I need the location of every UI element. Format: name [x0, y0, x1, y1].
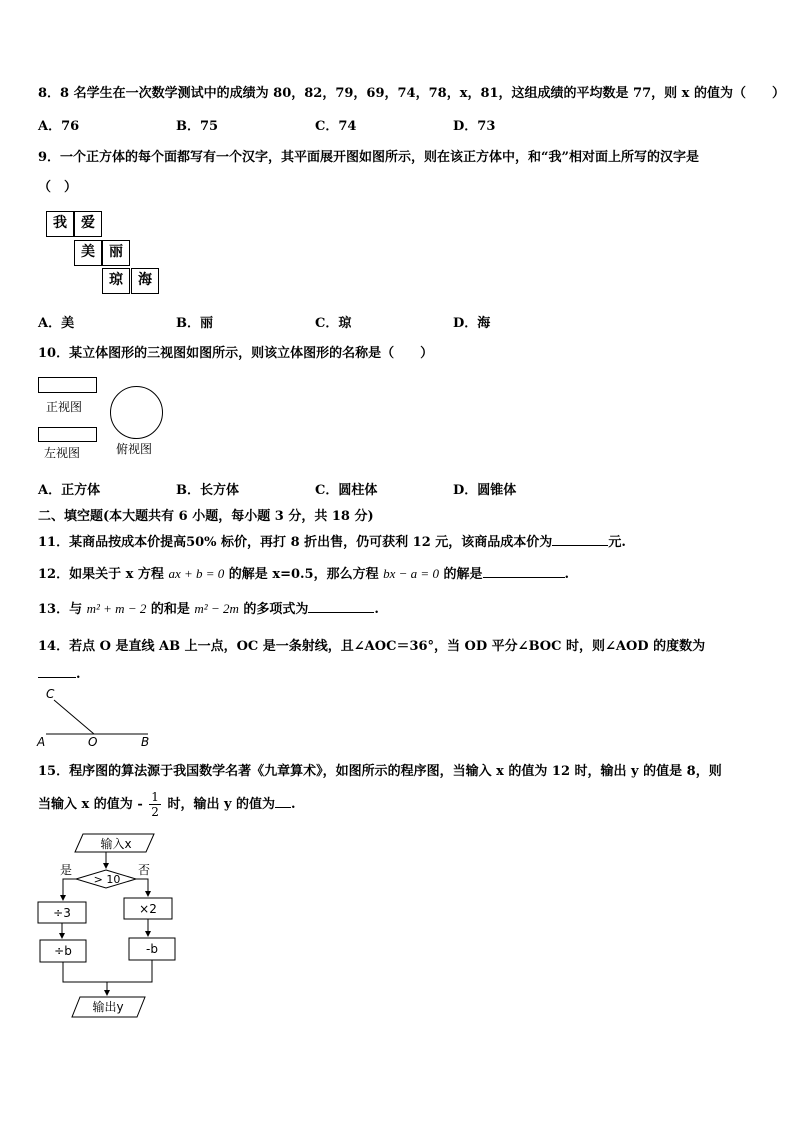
flow-divide-b-label: ÷b: [54, 944, 72, 958]
q14-answer-line: [38, 665, 81, 682]
q8-option-c[interactable]: C．74: [315, 119, 357, 134]
q13-post: 的多项式为: [243, 602, 309, 617]
fraction-numerator: 1: [151, 790, 159, 804]
side-view-rect: [38, 427, 97, 442]
section-heading: 二、填空题(本大题共有 6 小题，每小题 3 分，共 18 分): [38, 509, 374, 524]
q12-line: [38, 563, 569, 582]
q13-expression-2: m² − 2m: [194, 601, 239, 616]
fraction-one-half: [149, 790, 161, 819]
q13-prefix: 13．与: [38, 602, 83, 617]
q9-option-c[interactable]: C．琼: [315, 316, 352, 331]
q15-suffix: .: [291, 797, 296, 812]
q13-line: [38, 598, 379, 617]
front-view-rect: [38, 377, 97, 393]
net-cell-wo: 我: [46, 211, 74, 237]
q9-stem-paren: （ ）: [38, 180, 78, 195]
flowchart-diagram: [30, 830, 200, 1025]
q8-option-a[interactable]: A．76: [38, 119, 80, 134]
flow-input-label: 输入x: [100, 837, 132, 851]
q12-prefix: 12．如果关于 x 方程: [38, 567, 164, 582]
label-b: B: [141, 735, 150, 748]
q10-option-b[interactable]: B．长方体: [176, 483, 239, 498]
q10-option-d[interactable]: D．圆锥体: [453, 483, 517, 498]
q12-equation-1: ax + b = 0: [168, 566, 225, 581]
q11-line: [38, 531, 626, 550]
q11-stem: 11．某商品按成本价提高50% 标价，再打 8 折出售，仍可获利 12 元，该商品成本价为: [38, 535, 553, 550]
q14-answer-blank[interactable]: [38, 665, 76, 678]
q13-answer-blank[interactable]: [308, 600, 374, 613]
top-view-label: 俯视图: [116, 442, 153, 456]
q13-suffix: .: [374, 602, 379, 617]
net-cell-li: 丽: [102, 240, 130, 266]
net-cell-qiong: 琼: [102, 268, 130, 294]
q12-suffix: .: [564, 567, 570, 582]
q12-mid: 的解是 x=0.5，那么方程: [228, 567, 379, 582]
q15-line2-prefix: 当输入 x 的值为 -: [38, 797, 143, 812]
front-view-label: 正视图: [46, 400, 83, 414]
flow-no-label: 否: [138, 863, 151, 877]
q11-answer-blank[interactable]: [552, 533, 608, 546]
q8-option-b[interactable]: B．75: [176, 119, 219, 134]
flow-divide-3-label: ÷3: [53, 906, 71, 920]
angle-diagram: [34, 684, 164, 748]
q15-stem: 15．程序图的算法源于我国数学名著《九章算术》，如图所示的程序图，当输入 x 的值为 12 时，输出 y 的值是 8，则: [38, 764, 722, 779]
q15-line2-post: 时，输出 y 的值为: [167, 797, 276, 812]
label-o: O: [88, 735, 98, 748]
q8-option-d[interactable]: D．73: [453, 119, 496, 134]
net-cell-ai: 爱: [74, 211, 102, 237]
q10-option-c[interactable]: C．圆柱体: [315, 483, 378, 498]
flow-condition-label: > 10: [93, 873, 121, 886]
q9-option-b[interactable]: B．丽: [176, 316, 213, 331]
flow-yes-label: 是: [60, 863, 73, 877]
q15-answer-blank[interactable]: [275, 795, 291, 808]
ray-oc: [54, 700, 94, 734]
q14-stem: 14．若点 O 是直线 AB 上一点，OC 是一条射线，且∠AOC＝36°，当 OD 平分∠BOC 时，则∠AOD 的度数为: [38, 639, 706, 654]
q10-option-a[interactable]: A．正方体: [38, 483, 101, 498]
net-cell-mei: 美: [74, 240, 102, 266]
label-a: A: [37, 735, 46, 748]
label-c: C: [46, 687, 55, 701]
q12-equation-2: bx − a = 0: [383, 566, 439, 581]
q9-option-a[interactable]: A．美: [38, 316, 75, 331]
q9-stem: 9．一个正方体的每个面都写有一个汉字，其平面展开图如图所示，则在该正方体中，和“我”相对面上所写的汉字是: [38, 150, 700, 165]
q10-stem: 10．某立体图形的三视图如图所示，则该立体图形的名称是（ ）: [38, 346, 434, 361]
q15-line2: [38, 790, 296, 819]
q11-suffix: 元.: [608, 535, 626, 550]
net-cell-hai: 海: [131, 268, 159, 294]
flow-arrow-yes: [63, 879, 76, 900]
q14-suffix: .: [76, 667, 81, 682]
top-view-circle: [110, 386, 163, 439]
flow-arrow-no: [136, 879, 148, 896]
flow-merge-line: [63, 960, 152, 982]
q12-post: 的解是: [443, 567, 483, 582]
q8-stem: 8．8 名学生在一次数学测试中的成绩为 80，82，79，69，74，78，x，81，这组成绩的平均数是 77，则 x 的值为（ ）: [38, 86, 785, 101]
side-view-label: 左视图: [44, 446, 81, 460]
flow-times-2-label: ×2: [139, 902, 157, 916]
q12-answer-blank[interactable]: [483, 565, 565, 578]
q13-mid: 的和是: [150, 602, 190, 617]
q13-expression-1: m² + m − 2: [86, 601, 147, 616]
flow-output-label: 输出y: [92, 1000, 124, 1014]
fraction-denominator: 2: [151, 805, 159, 819]
q9-option-d[interactable]: D．海: [453, 316, 491, 331]
flow-minus-b-label: -b: [146, 942, 158, 956]
